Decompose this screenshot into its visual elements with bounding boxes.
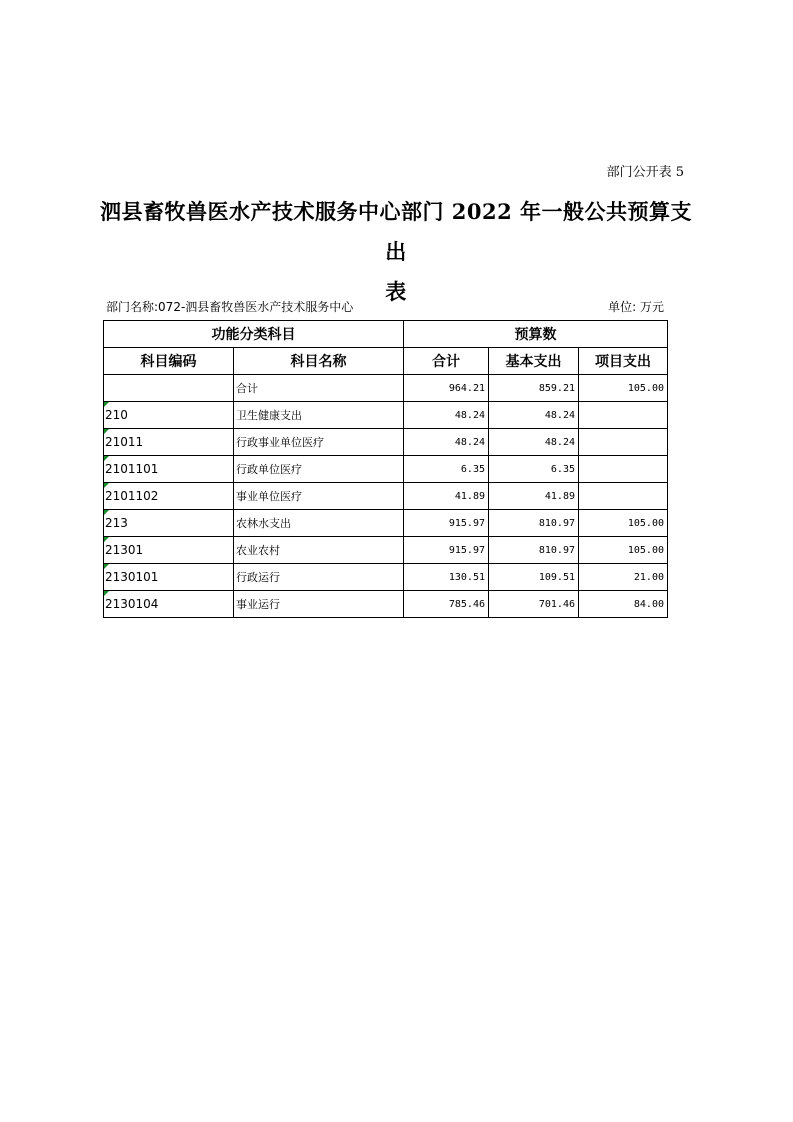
name-cell: 行政事业单位医疗 [234,429,404,456]
name-cell: 农业农村 [234,537,404,564]
basic-cell: 48.24 [489,402,579,429]
name-cell: 卫生健康支出 [234,402,404,429]
code-cell: 2101102 [104,483,234,510]
name-cell: 行政运行 [234,564,404,591]
project-cell: 105.00 [579,510,668,537]
project-cell [579,402,668,429]
total-cell: 48.24 [404,429,489,456]
name-cell: 合计 [234,375,404,402]
table-row [104,591,668,618]
basic-cell: 6.35 [489,456,579,483]
code-cell [104,375,234,402]
functional-header: 功能分类科目 [104,321,404,348]
table-row [104,483,668,510]
title-line-1: 泗县畜牧兽医水产技术服务中心部门 2022 年一般公共预算支出 [99,199,693,264]
code-cell: 2130101 [104,564,234,591]
total-cell: 785.46 [404,591,489,618]
total-cell: 130.51 [404,564,489,591]
total-cell: 41.89 [404,483,489,510]
basic-cell: 109.51 [489,564,579,591]
code-cell: 2101101 [104,456,234,483]
code-header: 科目编码 [104,348,234,375]
table-row [104,537,668,564]
unit-label: 单位: 万元 [608,300,664,314]
total-cell: 48.24 [404,402,489,429]
name-header: 科目名称 [234,348,404,375]
basic-cell: 41.89 [489,483,579,510]
name-cell: 事业单位医疗 [234,483,404,510]
budget-header: 预算数 [404,321,668,348]
table-row [104,564,668,591]
project-cell: 105.00 [579,375,668,402]
table-row [104,375,668,402]
project-cell [579,483,668,510]
table-row [104,456,668,483]
page-title [96,192,696,312]
total-cell: 915.97 [404,510,489,537]
project-cell [579,456,668,483]
project-header: 项目支出 [579,348,668,375]
basic-cell: 859.21 [489,375,579,402]
code-cell: 21301 [104,537,234,564]
project-cell: 105.00 [579,537,668,564]
group-header-row [104,321,668,348]
meta-row [106,296,666,316]
total-cell: 915.97 [404,537,489,564]
table-row [104,402,668,429]
column-header-row [104,348,668,375]
basic-cell: 48.24 [489,429,579,456]
code-cell: 21011 [104,429,234,456]
name-cell: 事业运行 [234,591,404,618]
project-cell [579,429,668,456]
basic-cell: 810.97 [489,510,579,537]
basic-cell: 810.97 [489,537,579,564]
name-cell: 行政单位医疗 [234,456,404,483]
total-cell: 964.21 [404,375,489,402]
total-header: 合计 [404,348,489,375]
code-cell: 213 [104,510,234,537]
table-row [104,510,668,537]
title-line-2: 表 [385,279,407,304]
basic-header: 基本支出 [489,348,579,375]
document-label: 部门公开表 5 [606,165,684,180]
basic-cell: 701.46 [489,591,579,618]
code-cell: 2130104 [104,591,234,618]
project-cell: 21.00 [579,564,668,591]
name-cell: 农林水支出 [234,510,404,537]
table-row [104,429,668,456]
department-name: 部门名称:072-泗县畜牧兽医水产技术服务中心 [106,300,354,314]
project-cell: 84.00 [579,591,668,618]
code-cell: 210 [104,402,234,429]
budget-table [103,320,668,618]
total-cell: 6.35 [404,456,489,483]
